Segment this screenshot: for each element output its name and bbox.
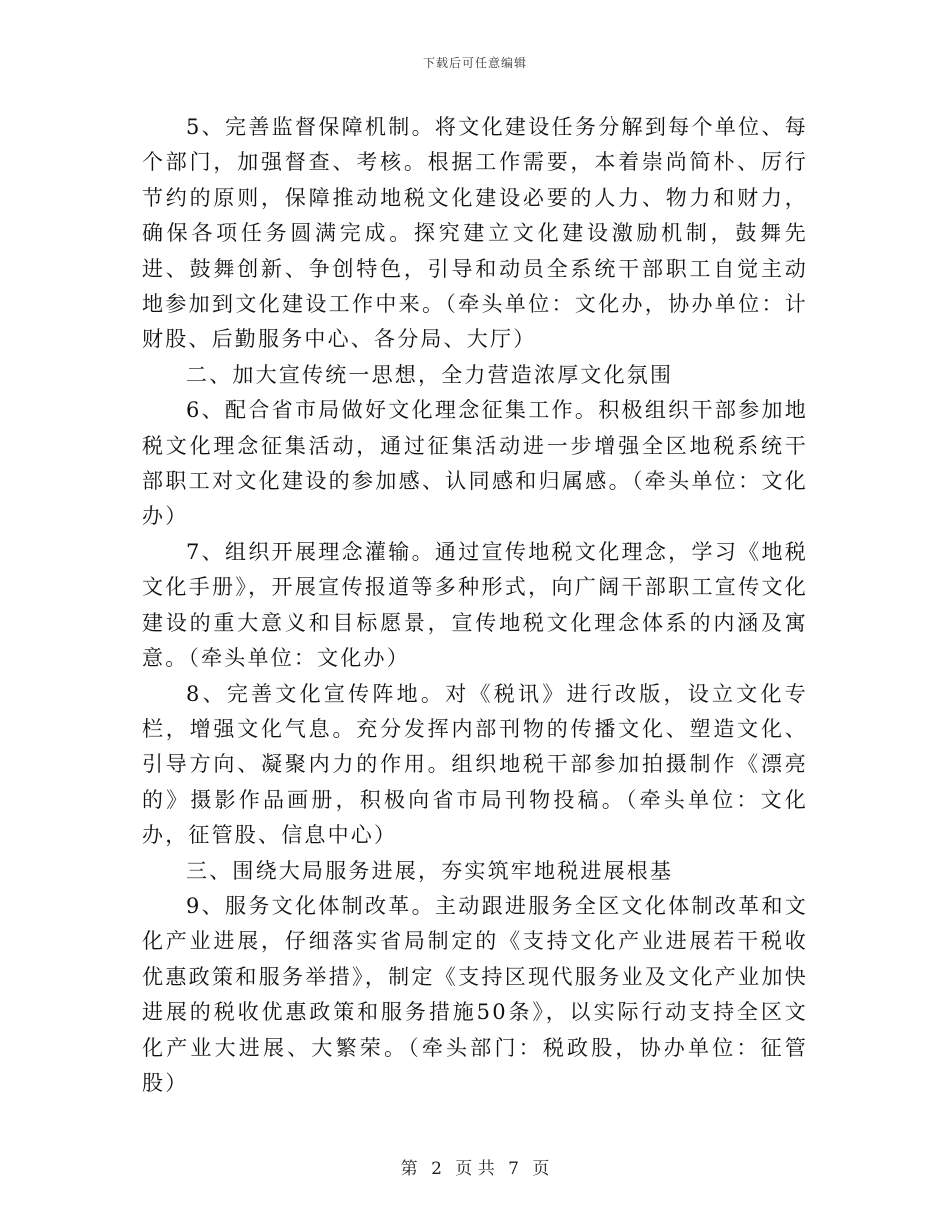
header-note: 下载后可任意编辑 — [422, 56, 527, 70]
section-heading-2: 二、加大宣传统一思想，全力营造浓厚文化氛围 — [186, 362, 674, 387]
body-text — [142, 110, 808, 1101]
footer-suffix: 页 — [532, 1159, 550, 1179]
footer-total-pages: 7 — [508, 1159, 519, 1179]
paragraph-item-8: 8、完善文化宣传阵地。对《税讯》进行改版，设立文化专栏，增强文化气息。充分发挥内部刊物的传播文化、塑造文化、引导方向、凝聚内力的作用。组织地税干部参加拍摄制作《漂亮的》摄影作品画册，积极向省市局刊物投稿。（牵头单位：文化办，征管股、信息中心） — [142, 681, 808, 848]
paragraph-item-7: 7、组织开展理念灌输。通过宣传地税文化理念，学习《地税文化手册》，开展宣传报道等多种形式，向广阔干部职工宣传文化建设的重大意义和目标愿景，宣传地税文化理念体系的内涵及寓意。（牵头单位：文化办） — [142, 539, 808, 671]
page-number-footer — [0, 1154, 950, 1179]
footer-middle: 页 共 — [455, 1159, 495, 1179]
footer-current-page: 2 — [431, 1159, 442, 1179]
paragraph-item-9: 9、服务文化体制改革。主动跟进服务全区文化体制改革和文化产业进展，仔细落实省局制定的《支持文化产业进展若干税收优惠政策和服务举措》，制定《支持区现代服务业及文化产业加快进展的税收优惠政策和服务措施50条》，以实际行动支持全区文化产业大进展、大繁荣。（牵头部门：税政股，协办单位：征管股） — [142, 893, 808, 1095]
paragraph-item-6: 6、配合省市局做好文化理念征集工作。积极组织干部参加地税文化理念征集活动，通过征集活动进一步增强全区地税系统干部职工对文化建设的参加感、认同感和归属感。（牵头单位：文化办） — [142, 398, 808, 529]
paragraph-item-5: 5、完善监督保障机制。将文化建设任务分解到每个单位、每个部门，加强督查、考核。根据工作需要，本着崇尚简朴、厉行节约的原则，保障推动地税文化建设必要的人力、物力和财力，确保各项任务圆满完成。探究建立文化建设激励机制，鼓舞先进、鼓舞创新、争创特色，引导和动员全系统干部职工自觉主动地参加到文化建设工作中来。（牵头单位：文化办，协办单位：计财股、后勤服务中心、各分局、大厅） — [142, 115, 808, 352]
section-heading-3: 三、围绕大局服务进展，夯实筑牢地税进展根基 — [186, 858, 674, 883]
footer-prefix: 第 — [400, 1159, 418, 1179]
